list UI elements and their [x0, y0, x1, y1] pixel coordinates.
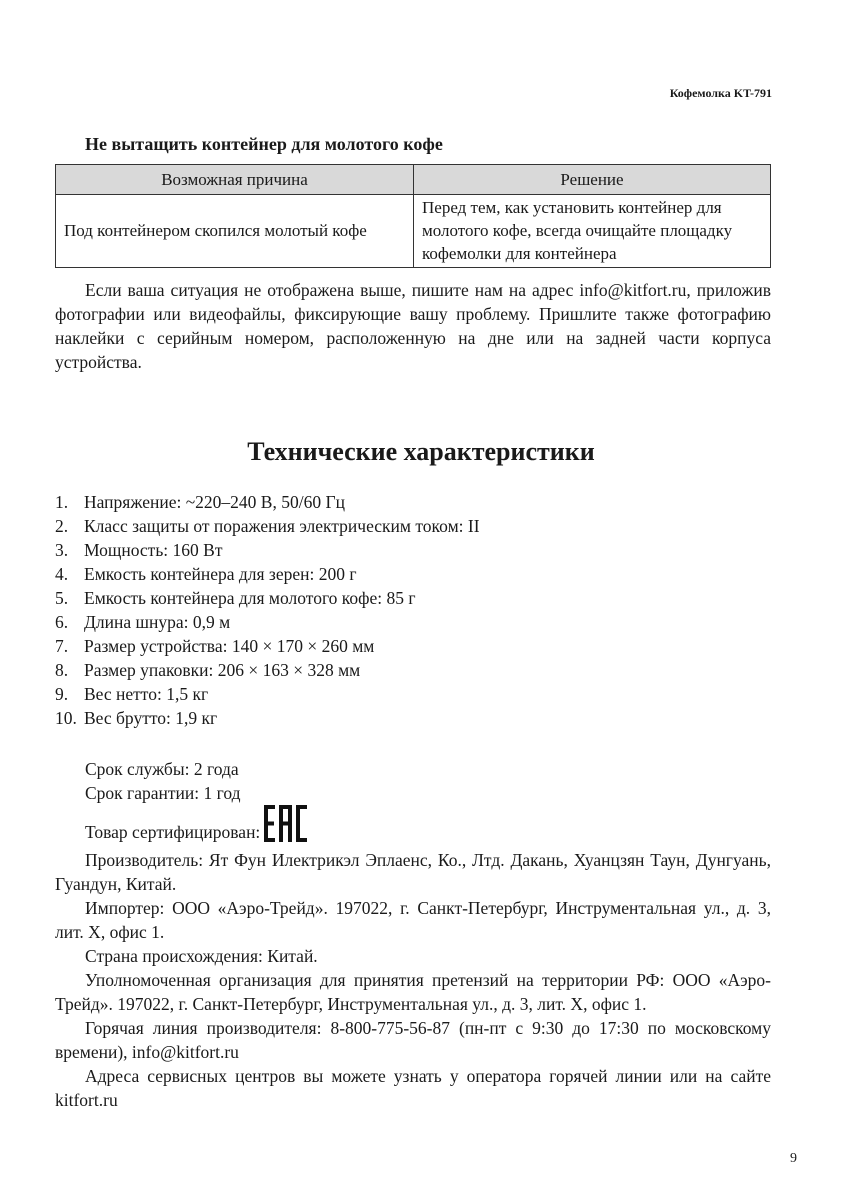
certification-line: [55, 805, 771, 848]
problem-title: Не вытащить контейнер для молотого кофе: [85, 134, 443, 154]
list-item-number: 6.: [55, 612, 69, 632]
importer: Импортер: ООО «Аэро-Трейд». 197022, г. Санкт-Петербург, Инструментальная ул., д. 3, лит. Х, офис 1.: [55, 898, 771, 942]
document-header: Кофемолка KT-791: [669, 86, 772, 100]
list-item: [55, 514, 771, 538]
list-item-number: 2.: [55, 516, 69, 536]
list-item-text: Мощность: 160 Вт: [84, 540, 223, 560]
list-item: [55, 634, 771, 658]
troubleshooting-table: [55, 164, 771, 268]
list-item-text: Емкость контейнера для молотого кофе: 85 г: [84, 588, 416, 608]
warranty: Срок гарантии: 1 год: [85, 783, 241, 803]
list-item-number: 4.: [55, 564, 69, 584]
list-item-text: Вес брутто: 1,9 кг: [84, 708, 218, 728]
list-item: [55, 586, 771, 610]
list-item: [55, 538, 771, 562]
contact-paragraph: Если ваша ситуация не отображена выше, пишите нам на адрес info@kitfort.ru, приложив фотографии или видеофайлы, фиксирующие вашу проблему. Пришлите также фотографию наклейки с серийным номером, расположенную на дне или на задней части корпуса устройства.: [55, 280, 771, 372]
service-life: Срок службы: 2 года: [85, 759, 239, 779]
table-row: [56, 195, 771, 268]
column-header-cause: Возможная причина: [56, 165, 414, 195]
list-item-number: 3.: [55, 540, 69, 560]
list-item: [55, 682, 771, 706]
specs-list: [55, 490, 771, 730]
product-info: [55, 757, 771, 1112]
service-centers: Адреса сервисных центров вы можете узнать у оператора горячей линии или на сайте kitfort.ru: [55, 1066, 771, 1110]
list-item-text: Емкость контейнера для зерен: 200 г: [84, 564, 357, 584]
list-item-text: Напряжение: ~220–240 В, 50/60 Гц: [84, 492, 345, 512]
list-item: [55, 490, 771, 514]
list-item-number: 10.: [55, 708, 77, 728]
list-item-number: 8.: [55, 660, 69, 680]
list-item: [55, 562, 771, 586]
cause-cell: Под контейнером скопился молотый кофе: [56, 195, 414, 268]
list-item-number: 9.: [55, 684, 69, 704]
list-item-text: Вес нетто: 1,5 кг: [84, 684, 209, 704]
list-item-number: 1.: [55, 492, 69, 512]
list-item-text: Размер упаковки: 206 × 163 × 328 мм: [84, 660, 361, 680]
hotline: Горячая линия производителя: 8-800-775-56-87 (пн-пт с 9:30 до 17:30 по московскому времени), info@kitfort.ru: [55, 1018, 771, 1062]
list-item-number: 7.: [55, 636, 69, 656]
list-item-text: Класс защиты от поражения электрическим током: II: [84, 516, 480, 536]
list-item: [55, 610, 771, 634]
list-item-text: Длина шнура: 0,9 м: [84, 612, 231, 632]
table-header-row: [56, 165, 771, 195]
list-item-text: Размер устройства: 140 × 170 × 260 мм: [84, 636, 375, 656]
list-item: [55, 658, 771, 682]
specs-title: Технические характеристики: [247, 437, 595, 466]
certification-text: Товар сертифицирован:: [85, 822, 261, 842]
list-item: [55, 706, 771, 730]
solution-cell: Перед тем, как установить контейнер для молотого кофе, всегда очищайте площадку кофемолки для контейнера: [414, 195, 771, 268]
page-number: 9: [790, 1151, 797, 1166]
eac-mark-icon: [264, 805, 308, 848]
column-header-solution: Решение: [414, 165, 771, 195]
authorized-organization: Уполномоченная организация для принятия претензий на территории РФ: ООО «Аэро-Трейд». 197022, г. Санкт-Петербург, Инструментальная ул., д. 3, лит. Х, офис 1.: [55, 970, 771, 1014]
country-of-origin: Страна происхождения: Китай.: [85, 946, 318, 966]
manufacturer: Производитель: Ят Фун Илектрикэл Эплаенс, Ко., Лтд. Дакань, Хуанцзян Таун, Дунгуань, Гуандун, Китай.: [55, 850, 771, 894]
list-item-number: 5.: [55, 588, 69, 608]
